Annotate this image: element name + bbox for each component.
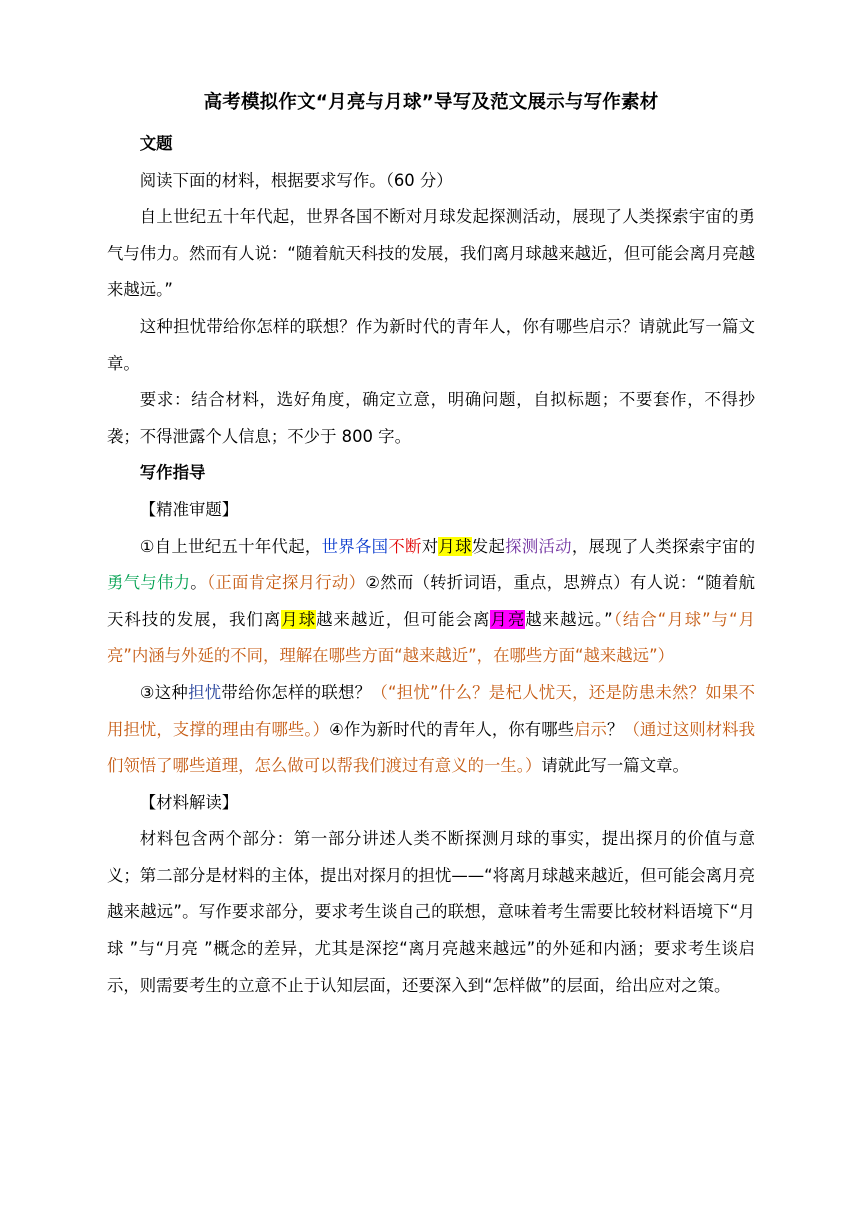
section-heading-guide: 写作指导 — [139, 463, 206, 483]
highlight-exploration: 探测活动 — [505, 536, 572, 556]
highlight-moon-ball: 月球 — [438, 536, 472, 556]
analysis-text: 越来越远。” — [525, 609, 613, 629]
annotation-compare: （结合“月球”与“月亮”内涵与外延的不同，理解在哪些方面“越来越近”，在哪些方面“越来越远”） — [107, 609, 756, 666]
annotation-inspiration: （通过这则材料我们领悟了哪些道理，怎么做可以帮我们渡过有意义的一生。） — [107, 719, 755, 776]
highlight-continuously: 不断 — [388, 536, 422, 556]
subheading-review: 【精准审题】 — [139, 499, 239, 519]
highlight-inspiration: 启示 — [574, 719, 608, 739]
highlight-moon-bright: 月亮 — [490, 609, 526, 629]
material-paragraph-1: 自上世纪五十年代起，世界各国不断对月球发起探测活动，展现了人类探索宇宙的勇气与伟力。然而有人说：“随着航天科技的发展，我们离月球越来越近，但可能会离月亮越来越远。” — [107, 207, 755, 300]
analysis-text: 越来越近，但可能会离 — [316, 609, 491, 629]
analysis-text: 带给你怎样的联想？ — [221, 682, 372, 702]
reading-paragraph: 材料包含两个部分：第一部分讲述人类不断探测月球的事实，提出探月的价值与意义；第二部分是材料的主体，提出对探月的担忧——“将离月球越来越近，但可能会离月亮越来越远”。写作要求部分，要求考生谈自己的联想，意味着考生需要比较材料语境下“月球 ”与“月亮 ”概念的差异，尤其是深挖“离月亮越来越远”的外延和内涵；要求考生谈启示，则需要考生的立意不止于认知层面，还要深入到“怎样做”的层面，给出应对之策。 — [107, 829, 755, 995]
analysis-paragraph-2 — [107, 675, 755, 785]
analysis-text: ②然而（转折词语，重点，思辨点）有人说：“随着航天科技的发展，我们离 — [107, 573, 756, 629]
document-title: 高考模拟作文“月亮与月球”导写及范文展示与写作素材 — [203, 92, 659, 113]
prompt-intro: 阅读下面的材料，根据要求写作。（60 分） — [139, 170, 453, 190]
section-heading-topic: 文题 — [139, 134, 173, 153]
subheading-reading: 【材料解读】 — [139, 792, 239, 812]
analysis-text: 。 — [190, 573, 207, 593]
analysis-text: ④作为新时代的青年人，你有哪些 — [329, 719, 575, 739]
requirements-paragraph: 要求：结合材料，选好角度，确定立意，明确问题，自拟标题；不要套作，不得抄袭；不得泄露个人信息；不少于 800 字。 — [107, 390, 755, 446]
analysis-text: 发起 — [471, 536, 506, 556]
annotation-worry: （“担忧”什么？是杞人忧天，还是防患未然？如果不用担忧，支撑的理由有哪些。） — [107, 682, 756, 739]
annotation-positive: （正面肯定探月行动） — [206, 573, 366, 593]
analysis-text: ③这种 — [139, 682, 189, 702]
analysis-text: ？ — [607, 719, 624, 739]
highlight-courage: 勇气与伟力 — [107, 573, 191, 593]
highlight-moon-ball-2: 月球 — [281, 609, 317, 629]
document-body — [107, 88, 755, 1004]
highlight-countries: 世界各国 — [321, 536, 389, 556]
material-paragraph-2: 这种担忧带给你怎样的联想？作为新时代的青年人，你有哪些启示？请就此写一篇文章。 — [107, 316, 755, 373]
highlight-worry: 担忧 — [188, 682, 222, 702]
analysis-paragraph-1 — [107, 529, 755, 675]
analysis-text: 对 — [421, 536, 439, 556]
analysis-text: ，展现了人类探索宇宙的 — [571, 536, 756, 556]
analysis-text: ①自上世纪五十年代起， — [139, 536, 322, 556]
analysis-text: 请就此写一篇文章。 — [541, 756, 689, 776]
